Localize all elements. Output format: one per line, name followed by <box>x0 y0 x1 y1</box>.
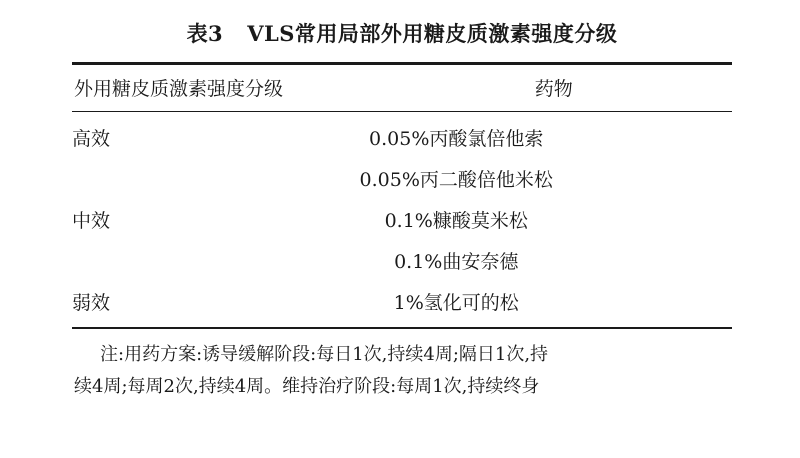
table-row <box>72 199 732 240</box>
table-row <box>72 112 732 158</box>
caption-number: 表3 <box>186 21 224 46</box>
footnote-line-1: 注:用药方案:诱导缓解阶段:每日1次,持续4周;隔日1次,持 <box>100 344 549 365</box>
cell-potency <box>72 158 180 199</box>
column-header-drug: 药物 <box>534 78 573 100</box>
table-row <box>72 158 732 199</box>
cell-drug: 0.05%丙二酸倍他米松 <box>359 169 553 191</box>
footnote-line-2: 续4周;每周2次,持续4周。维持治疗阶段:每周1次,持续终身 <box>74 375 540 397</box>
table-row <box>72 240 732 281</box>
table-header <box>72 65 732 111</box>
caption-title: VLS常用局部外用糖皮质激素强度分级 <box>247 21 618 46</box>
table-row <box>72 281 732 327</box>
cell-potency <box>72 240 180 281</box>
table-caption <box>72 12 732 62</box>
cell-potency: 中效 <box>72 210 111 232</box>
table-body <box>72 112 732 327</box>
table-header-row <box>72 65 732 111</box>
cell-drug: 0.05%丙酸氯倍他索 <box>369 128 544 150</box>
table-footnote <box>72 329 732 402</box>
cell-drug: 0.1%糠酸莫米松 <box>384 210 528 232</box>
table-body-grid <box>72 112 732 327</box>
column-header-potency: 外用糖皮质激素强度分级 <box>74 78 284 100</box>
cell-potency: 弱效 <box>72 292 111 314</box>
cell-drug: 1%氢化可的松 <box>393 292 519 314</box>
cell-potency: 高效 <box>72 128 111 150</box>
table-container <box>72 12 732 402</box>
cell-drug: 0.1%曲安奈德 <box>394 251 519 273</box>
corticosteroid-potency-table <box>72 65 732 111</box>
